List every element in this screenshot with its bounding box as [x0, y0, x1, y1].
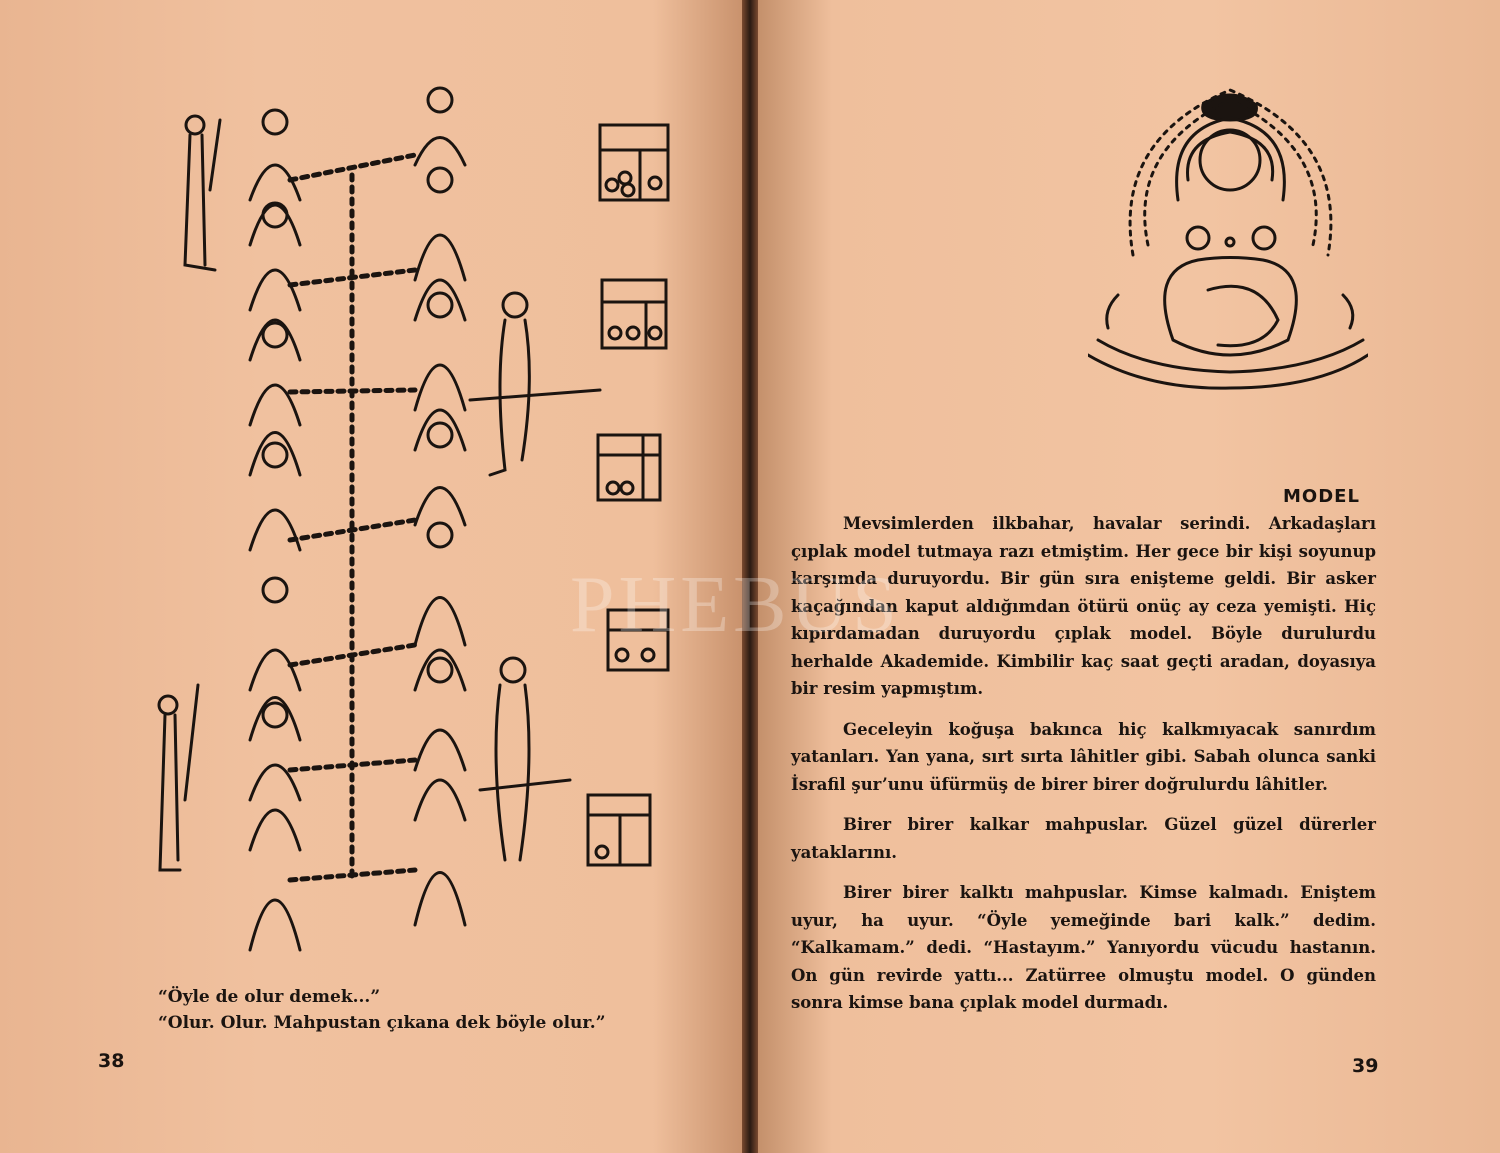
- watermark: PHEBUS: [570, 561, 901, 649]
- page-number: 39: [1352, 1055, 1379, 1077]
- paragraph: Geceleyin koğuşa bakınca hiç kalkmıyacak sanırdım yatanları. Yan yana, sırt sırta lâhitler gibi. Sabah olunca sanki İsrafil şur’unu üfürmüş de birer birer doğrulurdu lâhitler.: [791, 719, 1376, 794]
- caption-line: “Öyle de olur demek...”: [158, 987, 381, 1007]
- paragraph: Mevsimlerden ilkbahar, havalar serindi. Arkadaşları çıplak model tutmaya razı etmiştim. Her gece bir kişi soyunup karşımda duruyordu. Bir gün sıra enişteme geldi. Bir asker kaçağından kaput aldığımdan ötürü onüç ay ceza yemişti. Hiç kıpırdamadan duruyordu çıplak model. Böyle durulurdu herhalde Akademide. Kimbilir kaç saat geçti aradan, doyasıya bir resim yapmıştım.: [791, 514, 1376, 698]
- seated-model-illustration: [1088, 70, 1368, 390]
- illustration-caption: [158, 984, 678, 1036]
- page-number: 38: [98, 1050, 125, 1072]
- paragraph: Birer birer kalkar mahpuslar. Güzel güzel dürerler yataklarını.: [791, 815, 1376, 862]
- paragraph: Birer birer kalktı mahpuslar. Kimse kalmadı. Eniştem uyur, ha uyur. “Öyle yemeğinde bari kalk.” dedim. “Kalkamam.” dedi. “Hastayım.” Yanıyordu vücudu hastanın. On gün revirde yattı... Zatürree olmuştu model. O günden sonra kimse bana çıplak model durmadı.: [791, 883, 1376, 1012]
- chapter-heading: MODEL: [1283, 486, 1360, 507]
- caption-line: “Olur. Olur. Mahpustan çıkana dek böyle olur.”: [158, 1013, 606, 1033]
- prisoners-chain-illustration: [140, 80, 680, 970]
